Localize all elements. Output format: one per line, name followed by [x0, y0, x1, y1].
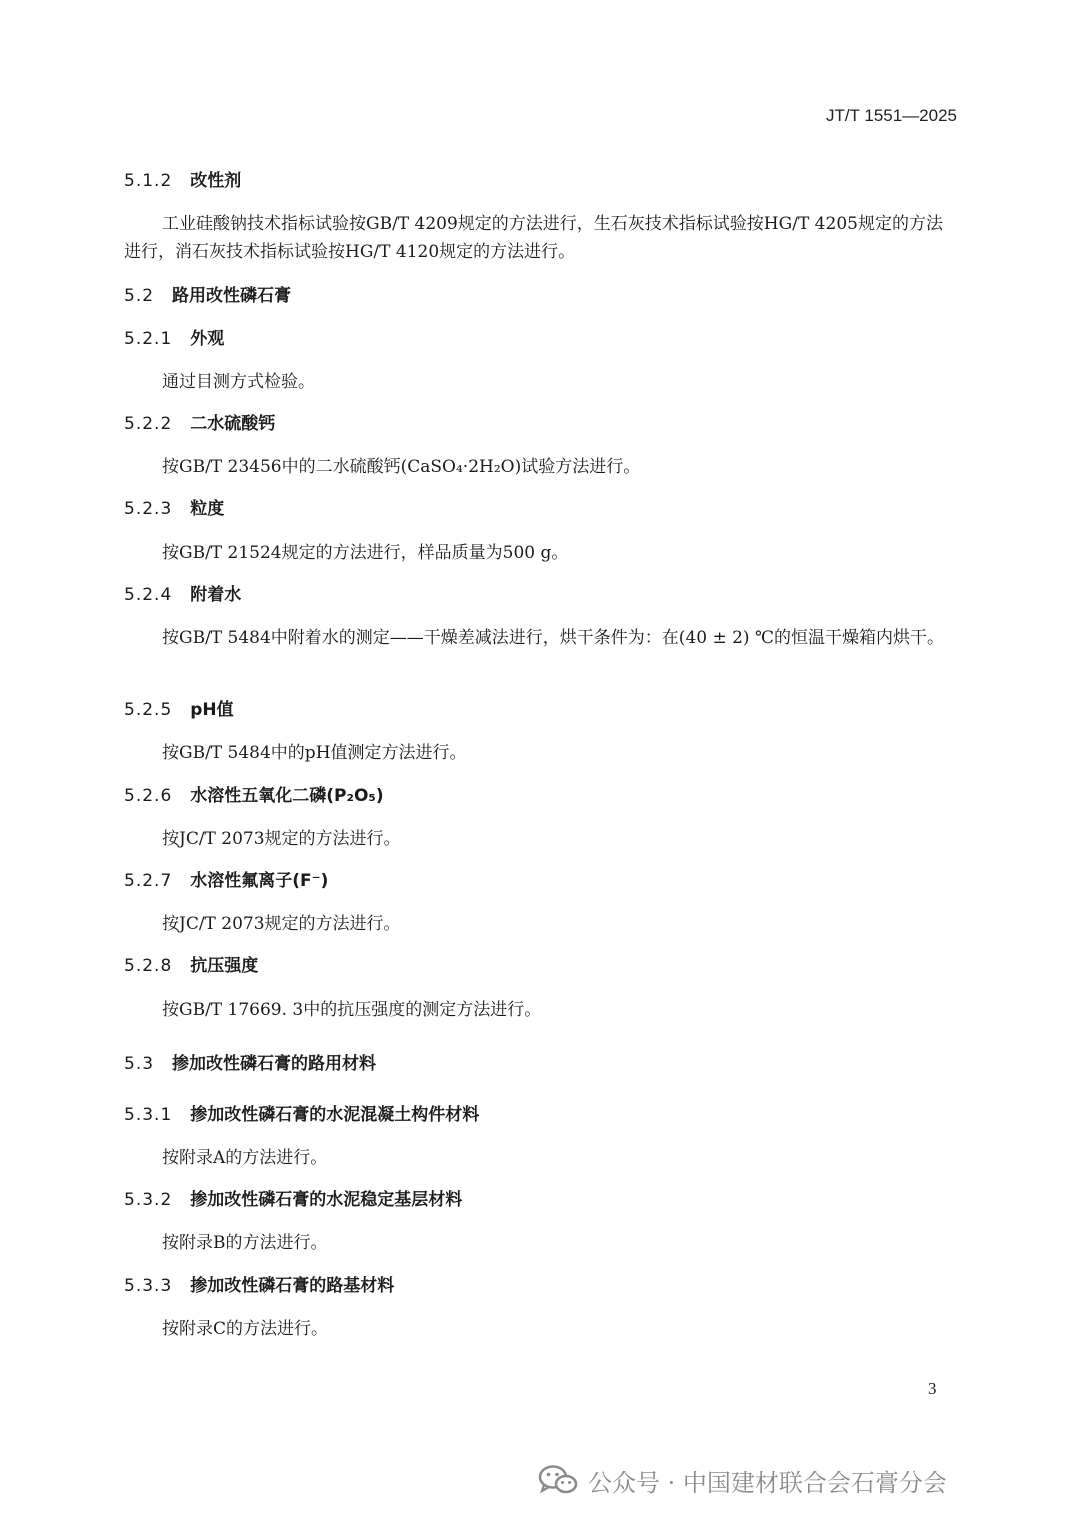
section-body-5-2-2: 按GB/T 23456中的二水硫酸钙(CaSO₄·2H₂O)试验方法进行。 [162, 457, 641, 477]
section-heading-5-2-2 [124, 411, 275, 437]
section-number: 5.2 [124, 286, 155, 306]
page-number: 3 [928, 1379, 937, 1398]
section-title: 抗压强度 [190, 956, 259, 976]
section-title: 粒度 [190, 499, 225, 519]
section-body-5-3-3: 按附录C的方法进行。 [162, 1319, 329, 1339]
section-number: 5.1.2 [124, 171, 173, 191]
section-number: 5.2.1 [124, 329, 173, 349]
section-number: 5.2.6 [124, 786, 173, 806]
section-body-5-3-1: 按附录A的方法进行。 [162, 1148, 328, 1168]
section-title: 路用改性磷石膏 [172, 286, 292, 306]
section-heading-5-3-2 [124, 1187, 462, 1213]
section-title: 水溶性氟离子(F⁻) [190, 871, 329, 891]
section-number: 5.3.2 [124, 1190, 173, 1210]
section-heading-5-2-8 [124, 953, 258, 979]
wechat-icon [538, 1464, 578, 1496]
section-number: 5.2.7 [124, 871, 173, 891]
section-title: 外观 [190, 329, 225, 349]
watermark [538, 1462, 947, 1498]
section-title: 二水硫酸钙 [190, 414, 276, 434]
section-title: 掺加改性磷石膏的水泥混凝土构件材料 [190, 1105, 480, 1125]
section-number: 5.2.3 [124, 499, 173, 519]
section-heading-5-2-6 [124, 783, 384, 809]
section-title: 掺加改性磷石膏的路基材料 [190, 1276, 395, 1296]
section-title: 掺加改性磷石膏的水泥稳定基层材料 [190, 1190, 463, 1210]
section-heading-5-2-7 [124, 868, 328, 894]
section-heading-5-3-1 [124, 1102, 479, 1128]
section-number: 5.2.5 [124, 700, 173, 720]
section-heading-5-3 [124, 1051, 376, 1077]
section-body-5-2-5: 按GB/T 5484中的pH值测定方法进行。 [162, 743, 467, 763]
section-title: 掺加改性磷石膏的路用材料 [172, 1054, 377, 1074]
section-body-5-2-6: 按JC/T 2073规定的方法进行。 [162, 829, 401, 849]
section-heading-5-2-3 [124, 496, 224, 522]
section-number: 5.3.1 [124, 1105, 173, 1125]
section-title: 附着水 [190, 585, 242, 605]
section-heading-5-2-5 [124, 697, 234, 723]
section-body-5-2-3: 按GB/T 21524规定的方法进行，样品质量为500 g。 [162, 543, 569, 563]
section-title: pH值 [190, 700, 234, 720]
section-body-5-2-7: 按JC/T 2073规定的方法进行。 [162, 914, 401, 934]
section-body-5-3-2: 按附录B的方法进行。 [162, 1233, 328, 1253]
section-body-5-2-1: 通过目测方式检验。 [162, 372, 315, 392]
section-title: 改性剂 [190, 171, 242, 191]
section-number: 5.3 [124, 1054, 155, 1074]
section-heading-5-1-2 [124, 168, 241, 194]
section-heading-5-2-4 [124, 582, 241, 608]
section-body-5-2-8: 按GB/T 17669. 3中的抗压强度的测定方法进行。 [162, 1000, 542, 1020]
section-number: 5.3.3 [124, 1276, 173, 1296]
section-number: 5.2.4 [124, 585, 173, 605]
section-title: 水溶性五氧化二磷(P₂O₅) [190, 786, 384, 806]
section-body-5-2-4: 按GB/T 5484中附着水的测定——干燥差减法进行，烘干条件为：在(40 ± 2) ℃的恒温干燥箱内烘干。 [162, 628, 944, 648]
section-heading-5-2-1 [124, 326, 224, 352]
document-code: JT/T 1551—2025 [825, 106, 957, 125]
watermark-text: 公众号 · 中国建材联合会石膏分会 [588, 1468, 947, 1497]
section-heading-5-2 [124, 283, 291, 309]
section-number: 5.2.2 [124, 414, 173, 434]
section-body-5-1-2: 工业硅酸钠技术指标试验按GB/T 4209规定的方法进行，生石灰技术指标试验按HG/T 4205规定的方法进行，消石灰技术指标试验按HG/T 4120规定的方法进行。 [124, 214, 943, 262]
section-heading-5-3-3 [124, 1273, 394, 1299]
section-number: 5.2.8 [124, 956, 173, 976]
